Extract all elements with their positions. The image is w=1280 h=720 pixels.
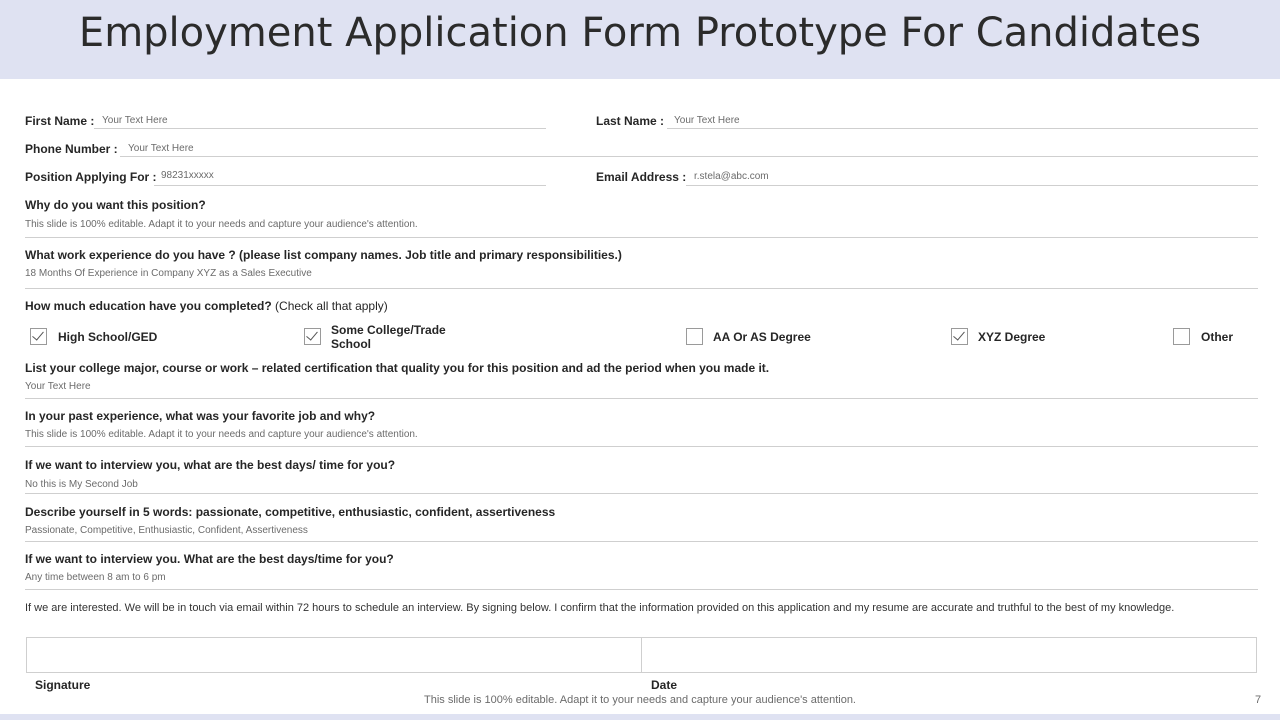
divider <box>25 589 1258 590</box>
position-underline <box>154 185 546 186</box>
last-name-underline <box>667 128 1258 129</box>
education-label <box>25 299 388 313</box>
divider <box>25 398 1258 399</box>
check-icon <box>32 328 44 340</box>
divider <box>25 288 1258 289</box>
checkbox-some-college[interactable] <box>304 328 321 345</box>
education-label-main: How much education have you completed? <box>25 299 272 313</box>
checkbox-xyz-degree[interactable] <box>951 328 968 345</box>
first-name-field[interactable]: Your Text Here <box>102 115 168 126</box>
answer-field[interactable]: Passionate, Competitive, Enthusiastic, Confident, Assertiveness <box>25 525 308 536</box>
answer-field[interactable]: 18 Months Of Experience in Company XYZ as a Sales Executive <box>25 268 312 279</box>
title-bar <box>0 0 1280 79</box>
phone-field[interactable]: Your Text Here <box>128 143 194 154</box>
divider <box>25 541 1258 542</box>
check-icon <box>953 328 965 340</box>
page-title: Employment Application Form Prototype For Candidates <box>78 10 1202 56</box>
question-label: In your past experience, what was your favorite job and why? <box>25 409 376 423</box>
option-label-aa-as-degree: AA Or AS Degree <box>713 330 811 344</box>
position-field[interactable]: 98231xxxxx <box>161 170 214 181</box>
email-field[interactable]: r.stela@abc.com <box>694 171 769 182</box>
checkbox-high-school[interactable] <box>30 328 47 345</box>
divider <box>25 493 1258 494</box>
answer-field[interactable]: No this is My Second Job <box>25 479 138 490</box>
question-label: Describe yourself in 5 words: passionate, competitive, enthusiastic, confident, assertiveness <box>25 505 556 519</box>
answer-field[interactable]: This slide is 100% editable. Adapt it to your needs and capture your audience's attention. <box>25 429 418 440</box>
email-label: Email Address : <box>596 170 687 184</box>
option-label-some-college: Some College/Trade School <box>331 323 446 351</box>
date-box[interactable] <box>641 637 1257 673</box>
option-label-xyz-degree: XYZ Degree <box>978 330 1046 344</box>
check-icon <box>306 328 318 340</box>
checkbox-other[interactable] <box>1173 328 1190 345</box>
checkbox-aa-as-degree[interactable] <box>686 328 703 345</box>
phone-underline <box>120 156 1258 157</box>
question-label: Why do you want this position? <box>25 198 206 212</box>
divider <box>25 446 1258 447</box>
email-underline <box>686 185 1258 186</box>
consent-notice: If we are interested. We will be in touch via email within 72 hours to schedule an interview. By signing below. I confirm that the information provided on this application and my resume are accurate and truthful to the best of my knowledge. <box>25 602 1175 614</box>
bottom-band <box>0 714 1280 720</box>
answer-field[interactable]: Any time between 8 am to 6 pm <box>25 572 166 583</box>
first-name-label: First Name : <box>25 114 95 128</box>
question-label: If we want to interview you. What are the best days/time for you? <box>25 552 394 566</box>
divider <box>25 237 1258 238</box>
question-label: What work experience do you have ? (please list company names. Job title and primary responsibilities.) <box>25 248 622 262</box>
signature-label: Signature <box>35 678 91 692</box>
position-label: Position Applying For : <box>25 170 157 184</box>
answer-field[interactable]: This slide is 100% editable. Adapt it to your needs and capture your audience's attention. <box>25 219 418 230</box>
last-name-field[interactable]: Your Text Here <box>674 115 740 126</box>
question-label: If we want to interview you, what are the best days/ time for you? <box>25 458 396 472</box>
option-label-other: Other <box>1201 330 1234 344</box>
signature-box[interactable] <box>26 637 642 673</box>
education-label-note: (Check all that apply) <box>271 299 388 313</box>
last-name-label: Last Name : <box>596 114 665 128</box>
footer-note: This slide is 100% editable. Adapt it to your needs and capture your audience's attention. <box>424 694 856 706</box>
first-name-underline <box>94 128 546 129</box>
phone-label: Phone Number : <box>25 142 118 156</box>
question-label: List your college major, course or work – related certification that quality you for this position and ad the period when you made it. <box>25 361 770 375</box>
answer-field[interactable]: Your Text Here <box>25 381 91 392</box>
date-label: Date <box>651 678 678 692</box>
page-number: 7 <box>1255 694 1262 706</box>
option-label-high-school: High School/GED <box>58 330 158 344</box>
